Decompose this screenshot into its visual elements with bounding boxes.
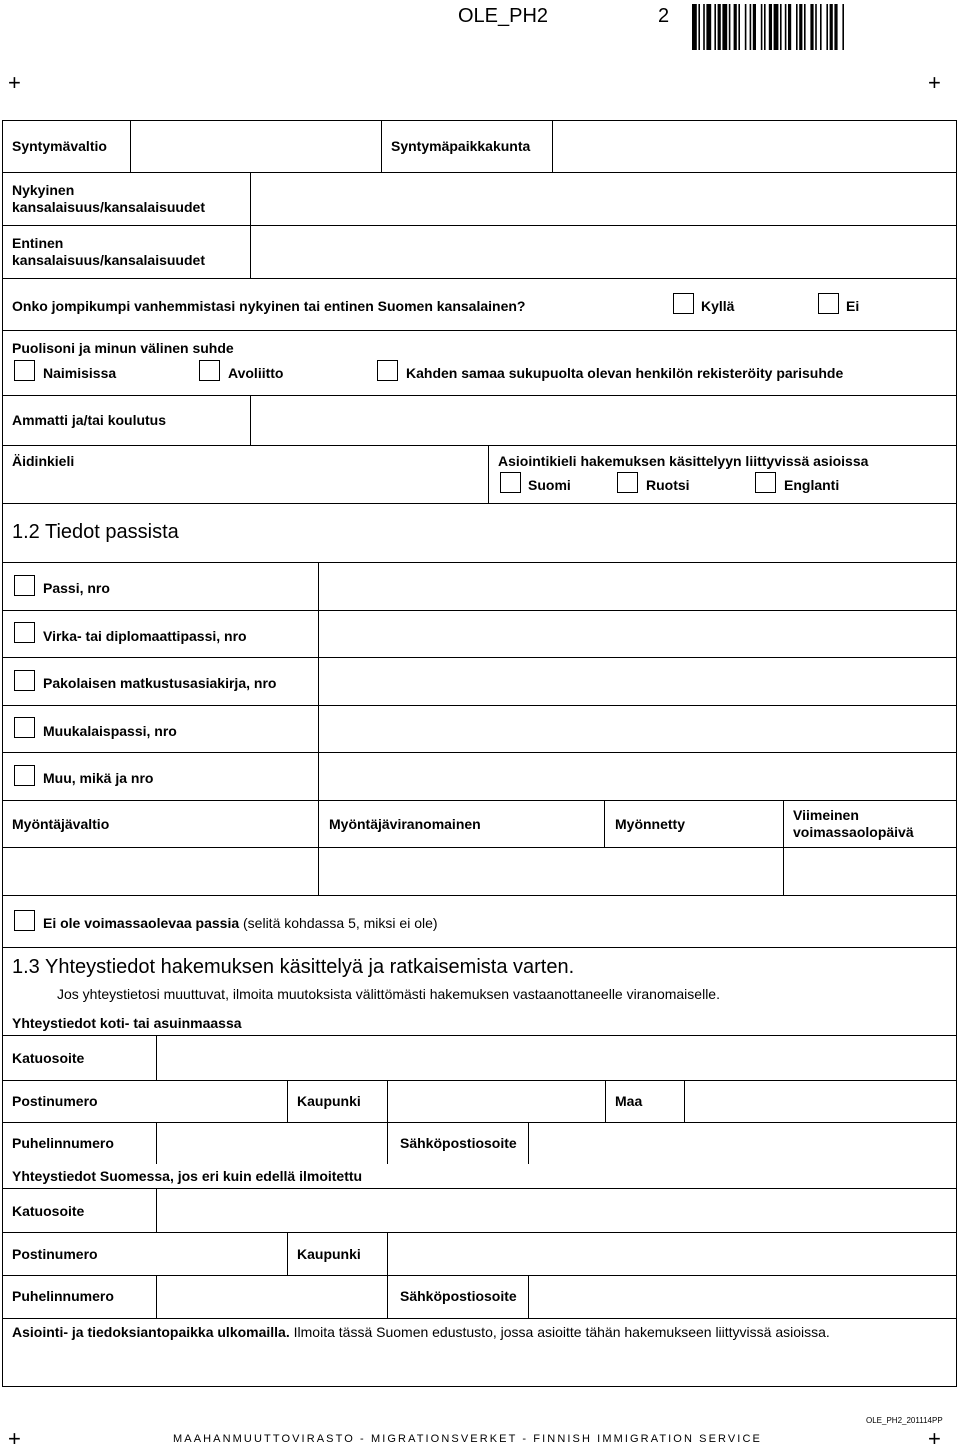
page-number: 2 [658, 5, 670, 27]
home-street-field[interactable] [157, 1036, 956, 1080]
contact-section-title: 1.3 Yhteystiedot hakemuksen käsittelyä ja ratkaisemista varten. [12, 956, 575, 978]
parent-citizen-no-checkbox[interactable] [818, 293, 839, 314]
passport-checkbox[interactable] [14, 575, 35, 596]
no-valid-passport-checkbox[interactable] [14, 910, 35, 931]
cohabitation-label: Avoliitto [228, 365, 284, 381]
parent-citizen-yes-checkbox[interactable] [673, 293, 694, 314]
passport-number-field[interactable] [319, 563, 956, 610]
refugee-document-checkbox[interactable] [14, 670, 35, 691]
finland-phone-field[interactable] [157, 1276, 387, 1318]
refugee-document-label: Pakolaisen matkustusasiakirja, nro [43, 675, 277, 691]
other-document-field[interactable] [319, 753, 956, 800]
language-en-checkbox[interactable] [755, 472, 776, 493]
barcode [690, 2, 920, 52]
home-street-label: Katuosoite [12, 1050, 85, 1066]
registration-mark: + [928, 70, 941, 95]
finland-postcode-field[interactable] [157, 1233, 287, 1275]
form-code: OLE_PH2 [458, 5, 549, 27]
expiry-label-1: Viimeinen [793, 807, 859, 823]
issuing-authority-issued-field[interactable] [319, 848, 783, 895]
registered-partnership-label: Kahden samaa sukupuolta olevan henkilön rekisteröity parisuhde [406, 365, 844, 381]
footer-code: OLE_PH2_201114PP [866, 1416, 943, 1425]
married-checkbox[interactable] [14, 360, 35, 381]
home-email-label: Sähköpostiosoite [400, 1135, 517, 1151]
issued-label: Myönnetty [615, 816, 685, 832]
issuing-authority-label: Myöntäjäviranomainen [329, 816, 481, 832]
abroad-contact-bold: Asiointi- ja tiedoksiantopaikka ulkomailla. [12, 1324, 290, 1340]
diplomatic-passport-label: Virka- tai diplomaattipassi, nro [43, 628, 247, 644]
parent-citizen-yes-label: Kyllä [701, 298, 735, 314]
home-email-field[interactable] [529, 1123, 956, 1164]
finland-contact-heading: Yhteystiedot Suomessa, jos eri kuin edellä ilmoitettu [12, 1168, 363, 1184]
cohabitation-checkbox[interactable] [199, 360, 220, 381]
finland-postcode-label: Postinumero [12, 1246, 98, 1262]
parent-citizen-question: Onko jompikumpi vanhemmistasi nykyinen tai entinen Suomen kansalainen? [12, 298, 526, 314]
abroad-contact-field[interactable] [3, 1344, 956, 1386]
language-sv-label: Ruotsi [646, 477, 690, 493]
home-phone-field[interactable] [157, 1123, 387, 1164]
language-sv-checkbox[interactable] [617, 472, 638, 493]
language-fi-checkbox[interactable] [500, 472, 521, 493]
occupation-field[interactable] [251, 396, 956, 445]
mother-tongue-field[interactable] [3, 470, 488, 503]
current-citizenship-field[interactable] [251, 173, 956, 225]
diplomatic-passport-field[interactable] [319, 611, 956, 657]
abroad-contact-label [12, 1324, 830, 1341]
abroad-contact-note: Ilmoita tässä Suomen edustusto, jossa asioitte tähän hakemukseen liittyvissä asioissa. [289, 1324, 830, 1340]
other-document-label: Muu, mikä ja nro [43, 770, 154, 786]
home-country-label: Maa [615, 1093, 643, 1109]
expiry-label-2: voimassaolopäivä [793, 824, 914, 840]
finland-email-field[interactable] [529, 1276, 956, 1318]
business-language-label: Asiointikieli hakemuksen käsittelyyn liittyvissä asioissa [498, 453, 869, 469]
married-label: Naimisissa [43, 365, 117, 381]
home-country-field[interactable] [685, 1081, 956, 1122]
occupation-label: Ammatti ja/tai koulutus [12, 412, 167, 428]
birth-place-field[interactable] [553, 121, 956, 172]
former-citizenship-field[interactable] [251, 226, 956, 278]
agency-name: MAAHANMUUTTOVIRASTO - MIGRATIONSVERKET - FINNISH IMMIGRATION SERVICE [173, 1433, 762, 1445]
relationship-label: Puolisoni ja minun välinen suhde [12, 340, 234, 356]
language-fi-label: Suomi [528, 477, 571, 493]
registration-mark: + [8, 70, 21, 95]
no-valid-passport-note: (selitä kohdassa 5, miksi ei ole) [239, 915, 438, 931]
contact-note: Jos yhteystietosi muuttuvat, ilmoita muutoksista välittömästi hakemuksen vastaanottaneelle viranomaiselle. [57, 986, 720, 1002]
finland-street-label: Katuosoite [12, 1203, 85, 1219]
issuing-country-field[interactable] [3, 848, 318, 895]
home-city-field[interactable] [388, 1081, 605, 1122]
expiry-date-field[interactable] [784, 848, 956, 895]
registration-mark: + [928, 1426, 941, 1451]
diplomatic-passport-checkbox[interactable] [14, 622, 35, 643]
birth-place-label: Syntymäpaikkakunta [391, 138, 531, 154]
finland-city-label: Kaupunki [297, 1246, 361, 1262]
current-citizenship-label-2: kansalaisuus/kansalaisuudet [12, 199, 205, 215]
registration-mark: + [8, 1426, 21, 1451]
birth-country-label: Syntymävaltio [12, 138, 107, 154]
alien-passport-checkbox[interactable] [14, 717, 35, 738]
registered-partnership-checkbox[interactable] [377, 360, 398, 381]
passport-label: Passi, nro [43, 580, 110, 596]
home-postcode-field[interactable] [157, 1081, 287, 1122]
mother-tongue-label: Äidinkieli [12, 453, 75, 469]
alien-passport-label: Muukalaispassi, nro [43, 723, 177, 739]
refugee-document-field[interactable] [319, 658, 956, 705]
finland-phone-label: Puhelinnumero [12, 1288, 114, 1304]
former-citizenship-label-1: Entinen [12, 235, 64, 251]
language-en-label: Englanti [784, 477, 840, 493]
parent-citizen-no-label: Ei [846, 298, 860, 314]
finland-email-label: Sähköpostiosoite [400, 1288, 517, 1304]
birth-country-field[interactable] [131, 121, 381, 172]
home-postcode-label: Postinumero [12, 1093, 98, 1109]
former-citizenship-label-2: kansalaisuus/kansalaisuudet [12, 252, 205, 268]
home-phone-label: Puhelinnumero [12, 1135, 114, 1151]
issuing-country-label: Myöntäjävaltio [12, 816, 110, 832]
no-valid-passport-bold: Ei ole voimassaolevaa passia [43, 915, 240, 931]
passport-section-title: 1.2 Tiedot passista [12, 521, 179, 543]
current-citizenship-label-1: Nykyinen [12, 182, 75, 198]
alien-passport-field[interactable] [319, 706, 956, 752]
other-document-checkbox[interactable] [14, 765, 35, 786]
home-city-label: Kaupunki [297, 1093, 361, 1109]
no-valid-passport-label [43, 915, 438, 932]
home-contact-heading: Yhteystiedot koti- tai asuinmaassa [12, 1015, 242, 1031]
finland-city-field[interactable] [388, 1233, 956, 1275]
finland-street-field[interactable] [157, 1189, 956, 1232]
